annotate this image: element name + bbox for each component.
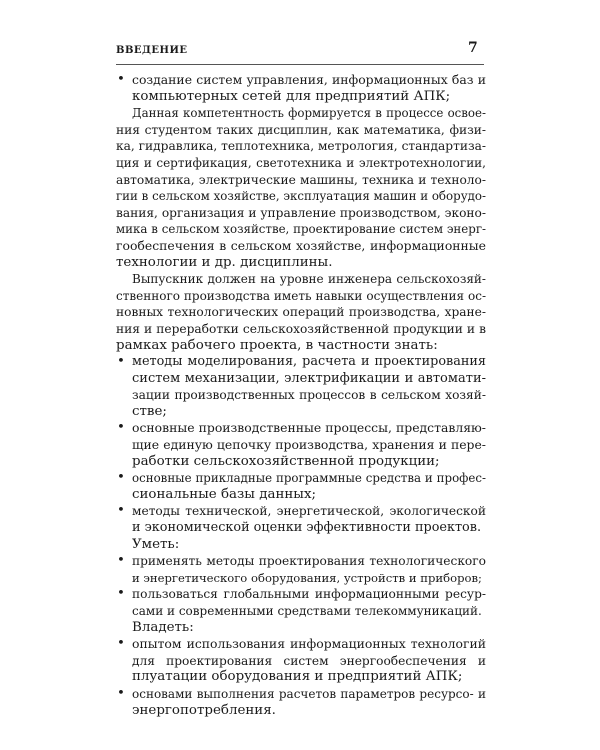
bullet-icon: • <box>117 586 125 602</box>
paragraph-line <box>116 238 486 255</box>
bullet-item-line <box>116 686 486 703</box>
line-text: компьютерных сетей для предприятий АПК; <box>132 88 451 104</box>
line-text: работки сельскохозяйственной продукции; <box>132 453 440 469</box>
line-text: гообеспечения в сельском хозяйстве, информационные <box>116 237 486 253</box>
bullet-item-line <box>116 503 486 520</box>
bullet-item-line <box>116 553 486 570</box>
line-text: создание систем управления, информационных баз и <box>132 72 486 87</box>
paragraph-line <box>116 338 486 355</box>
line-text: ственного производства иметь навыки осуществления ос- <box>116 288 486 303</box>
line-text: ция и сертификация, светотехника и электротехнологии, <box>116 155 486 170</box>
bullet-item-line <box>116 636 486 653</box>
paragraph-line <box>116 155 486 172</box>
bullet-continuation-line <box>116 454 486 471</box>
paragraph-first-line <box>116 620 486 637</box>
line-text: пользоваться глобальными информационными ресур- <box>132 587 486 602</box>
line-text: новных технологических операций производства, хране- <box>116 305 486 320</box>
line-text: автоматика, электрические машины, техника и техноло- <box>116 172 486 187</box>
body-text <box>116 72 486 719</box>
paragraph-line <box>116 122 486 139</box>
bullet-continuation-line <box>116 437 486 454</box>
bullet-icon: • <box>117 72 125 87</box>
bullet-continuation-line <box>116 669 486 686</box>
line-text: методы моделирования, расчета и проектирования <box>132 354 486 370</box>
line-text: и энергетического оборудования, устройств и приборов; <box>132 570 482 585</box>
line-text: технологии и др. дисциплины. <box>116 254 333 270</box>
bullet-continuation-line <box>116 703 486 720</box>
bullet-item-line <box>116 470 486 487</box>
bullet-continuation-line <box>116 404 486 421</box>
paragraph-line <box>116 221 486 238</box>
line-text: Данная компетентность формируется в процессе освое- <box>132 106 486 121</box>
line-text: щие единую цепочку производства, хранения и пере- <box>132 437 486 453</box>
running-header-title: ВВЕДЕНИЕ <box>116 45 188 56</box>
line-text: сиональные базы данных; <box>132 486 317 502</box>
paragraph-line <box>116 255 486 272</box>
bullet-item-line <box>116 72 486 89</box>
line-text: Владеть: <box>132 619 194 635</box>
line-text: мика в сельском хозяйстве, проектирование систем энерг- <box>116 222 486 237</box>
bullet-continuation-line <box>116 371 486 388</box>
line-text: основами выполнения расчетов параметров ресурсо- и <box>132 686 486 701</box>
line-text: рамках рабочего проекта, в частности знать: <box>116 337 438 353</box>
line-text: основные прикладные программные средства и профес- <box>132 471 486 486</box>
line-text: и экономической оценки эффективности проектов. <box>132 520 482 536</box>
bullet-item-line <box>116 354 486 371</box>
line-text: гии в сельском хозяйстве, эксплуатация машин и оборудо- <box>116 189 486 204</box>
line-text: стве; <box>132 403 167 419</box>
bullet-continuation-line <box>116 653 486 670</box>
paragraph-first-line <box>116 271 486 288</box>
line-text: энергопотребления. <box>132 702 276 718</box>
line-text: вания, организация и управление производством, эконо- <box>116 205 486 220</box>
line-text: систем механизации, электрификации и автомати- <box>132 370 486 386</box>
page-number: 7 <box>468 40 478 56</box>
line-text: зации производственных процессов в сельском хозяй- <box>132 388 486 403</box>
paragraph-line <box>116 205 486 222</box>
line-text: методы технической, энергетической, экологической <box>132 504 486 519</box>
paragraph-line <box>116 288 486 305</box>
bullet-icon: • <box>117 685 125 701</box>
bullet-continuation-line <box>116 487 486 504</box>
line-text: опытом использования информационных технологий <box>132 636 486 652</box>
line-text: ка, гидравлика, теплотехника, метрология, стандартиза- <box>116 139 486 154</box>
paragraph-line <box>116 304 486 321</box>
bullet-icon: • <box>117 470 125 486</box>
bullet-icon: • <box>117 553 125 569</box>
paragraph-first-line <box>116 537 486 554</box>
bullet-icon: • <box>117 503 125 519</box>
line-text: Выпускник должен на уровне инженера сельскохозяй- <box>132 272 486 287</box>
paragraph-line <box>116 188 486 205</box>
line-text: для проектирования систем энергообеспечения и <box>132 653 486 668</box>
bullet-icon: • <box>117 420 125 436</box>
line-text: Уметь: <box>132 536 180 552</box>
paragraph-line <box>116 321 486 338</box>
line-text: сами и современными средствами телекоммуникаций. <box>132 604 482 618</box>
paragraph-first-line <box>116 105 486 122</box>
bullet-item-line <box>116 420 486 437</box>
bullet-continuation-line <box>116 520 486 537</box>
line-text: плуатации оборудования и предприятий АПК; <box>132 669 463 685</box>
bullet-continuation-line <box>116 89 486 106</box>
line-text: применять методы проектирования технологического <box>132 554 486 569</box>
paragraph-line <box>116 138 486 155</box>
line-text: ния студентом таких дисциплин, как математика, физи- <box>116 122 486 137</box>
bullet-continuation-line <box>116 570 486 587</box>
bullet-continuation-line <box>116 387 486 404</box>
header-rule <box>116 64 484 65</box>
bullet-icon: • <box>117 354 125 370</box>
bullet-icon: • <box>117 636 125 652</box>
bullet-continuation-line <box>116 603 486 620</box>
line-text: основные производственные процессы, представляю- <box>132 420 486 436</box>
paragraph-line <box>116 172 486 189</box>
line-text: ния и переработки сельскохозяйственной продукции и в <box>116 321 486 336</box>
bullet-item-line <box>116 586 486 603</box>
